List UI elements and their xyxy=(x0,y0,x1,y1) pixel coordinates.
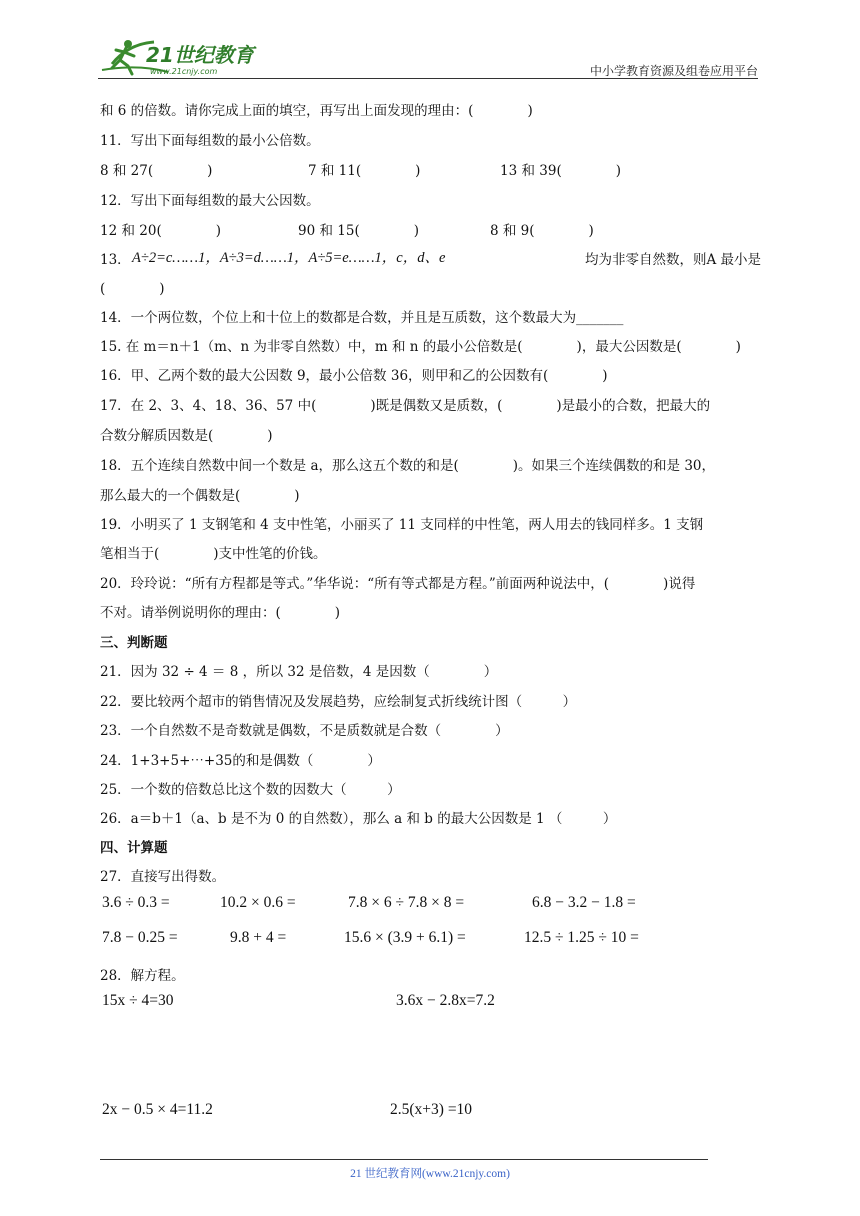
q23: 23．一个自然数不是奇数就是偶数，不是质数就是合数（ ） xyxy=(100,723,509,739)
q12-b: 90 和 15( ) xyxy=(298,223,419,239)
section-4-title: 四、计算题 xyxy=(100,840,168,856)
q11-c: 13 和 39( ) xyxy=(500,163,621,179)
calc-3: 7.8 × 6 ÷ 7.8 × 8 = xyxy=(348,894,465,911)
equation-1: 15x ÷ 4=30 xyxy=(102,992,174,1009)
q11-prompt: 11．写出下面每组数的最小公倍数。 xyxy=(100,133,320,149)
q25: 25．一个数的倍数总比这个数的因数大（ ） xyxy=(100,782,401,798)
q19-line1: 19．小明买了 1 支钢笔和 4 支中性笔，小丽买了 11 支同样的中性笔，两人用去的钱同样多。1 支钢 xyxy=(100,517,704,533)
q21: 21．因为 32 ÷ 4 ＝ 8 ，所以 32 是倍数，4 是因数（ ） xyxy=(100,664,498,680)
q22: 22．要比较两个超市的销售情况及发展趋势，应绘制复式折线统计图（ ） xyxy=(100,694,577,710)
q24: 24．1+3+5+⋯+35的和是偶数（ ） xyxy=(100,753,381,769)
q20-line1: 20．玲玲说：“所有方程都是等式。”华华说：“所有等式都是方程。”前面两种说法中，( )说得 xyxy=(100,576,696,592)
logo xyxy=(98,34,298,78)
q20-line2: 不对。请举例说明你的理由：( ) xyxy=(100,605,341,621)
q19-line2: 笔相当于( )支中性笔的价钱。 xyxy=(100,546,327,562)
header-divider xyxy=(98,78,758,79)
q16: 16．甲、乙两个数的最大公因数 9，最小公倍数 36，则甲和乙的公因数有( ) xyxy=(100,368,608,384)
calc-7: 15.6 × (3.9 + 6.1) = xyxy=(344,929,466,946)
q18-line1: 18．五个连续自然数中间一个数是 a，那么这五个数的和是( )。如果三个连续偶数的和是 30， xyxy=(100,458,716,474)
q11-a: 8 和 27( ) xyxy=(100,163,213,179)
q13-condition: 均为非零自然数，则A 最小是 xyxy=(585,252,762,268)
calc-8: 12.5 ÷ 1.25 ÷ 10 = xyxy=(524,929,639,946)
footer-link[interactable]: 21 世纪教育网(www.21cnjy.com) xyxy=(350,1168,510,1180)
calc-4: 6.8 − 3.2 − 1.8 = xyxy=(532,894,636,911)
runner-logo-icon xyxy=(98,34,298,78)
q13-blank: ( ) xyxy=(100,281,165,297)
q10-tail: 和 6 的倍数。请你完成上面的填空，再写出上面发现的理由：( ) xyxy=(100,103,533,119)
equation-3: 2x − 0.5 × 4=11.2 xyxy=(102,1101,213,1118)
q11-b: 7 和 11( ) xyxy=(308,163,421,179)
page-header xyxy=(98,34,758,80)
q17-line1: 17．在 2、3、4、18、36、57 中( )既是偶数又是质数，( )是最小的合数，把最大的 xyxy=(100,398,711,414)
q13-number: 13． xyxy=(100,252,131,268)
footer-divider xyxy=(100,1159,708,1160)
calc-6: 9.8 + 4 = xyxy=(230,929,287,946)
q12-prompt: 12．写出下面每组数的最大公因数。 xyxy=(100,193,320,209)
q17-line2: 合数分解质因数是( ) xyxy=(100,428,273,444)
platform-name: 中小学教育资源及组卷应用平台 xyxy=(589,64,758,78)
equation-2: 3.6x − 2.8x=7.2 xyxy=(396,992,495,1009)
section-3-title: 三、判断题 xyxy=(100,635,168,651)
calc-1: 3.6 ÷ 0.3 = xyxy=(102,894,170,911)
calc-5: 7.8 − 0.25 = xyxy=(102,929,178,946)
q13-expression: A÷2=c……1，A÷3=d……1，A÷5=e……1，c，d、e xyxy=(132,250,446,266)
q27-prompt: 27．直接写出得数。 xyxy=(100,869,226,885)
q26: 26．a＝b＋1（a、b 是不为 0 的自然数），那么 a 和 b 的最大公因数是 1 （ ） xyxy=(100,811,617,827)
q12-c: 8 和 9( ) xyxy=(490,223,594,239)
q28-prompt: 28．解方程。 xyxy=(100,968,185,984)
svg-text:www.21cnjy.com: www.21cnjy.com xyxy=(150,67,218,76)
svg-text:21世纪教育: 21世纪教育 xyxy=(146,43,254,67)
q12-a: 12 和 20( ) xyxy=(100,223,221,239)
q15: 15. 在 m＝n＋1（m、n 为非零自然数）中，m 和 n 的最小公倍数是( )，最大公因数是( ) xyxy=(100,339,741,355)
q14: 14．一个两位数，个位上和十位上的数都是合数，并且是互质数，这个数最大为_______ xyxy=(100,310,624,326)
calc-2: 10.2 × 0.6 = xyxy=(220,894,296,911)
equation-4: 2.5(x+3) =10 xyxy=(390,1101,473,1118)
q18-line2: 那么最大的一个偶数是( ) xyxy=(100,488,300,504)
